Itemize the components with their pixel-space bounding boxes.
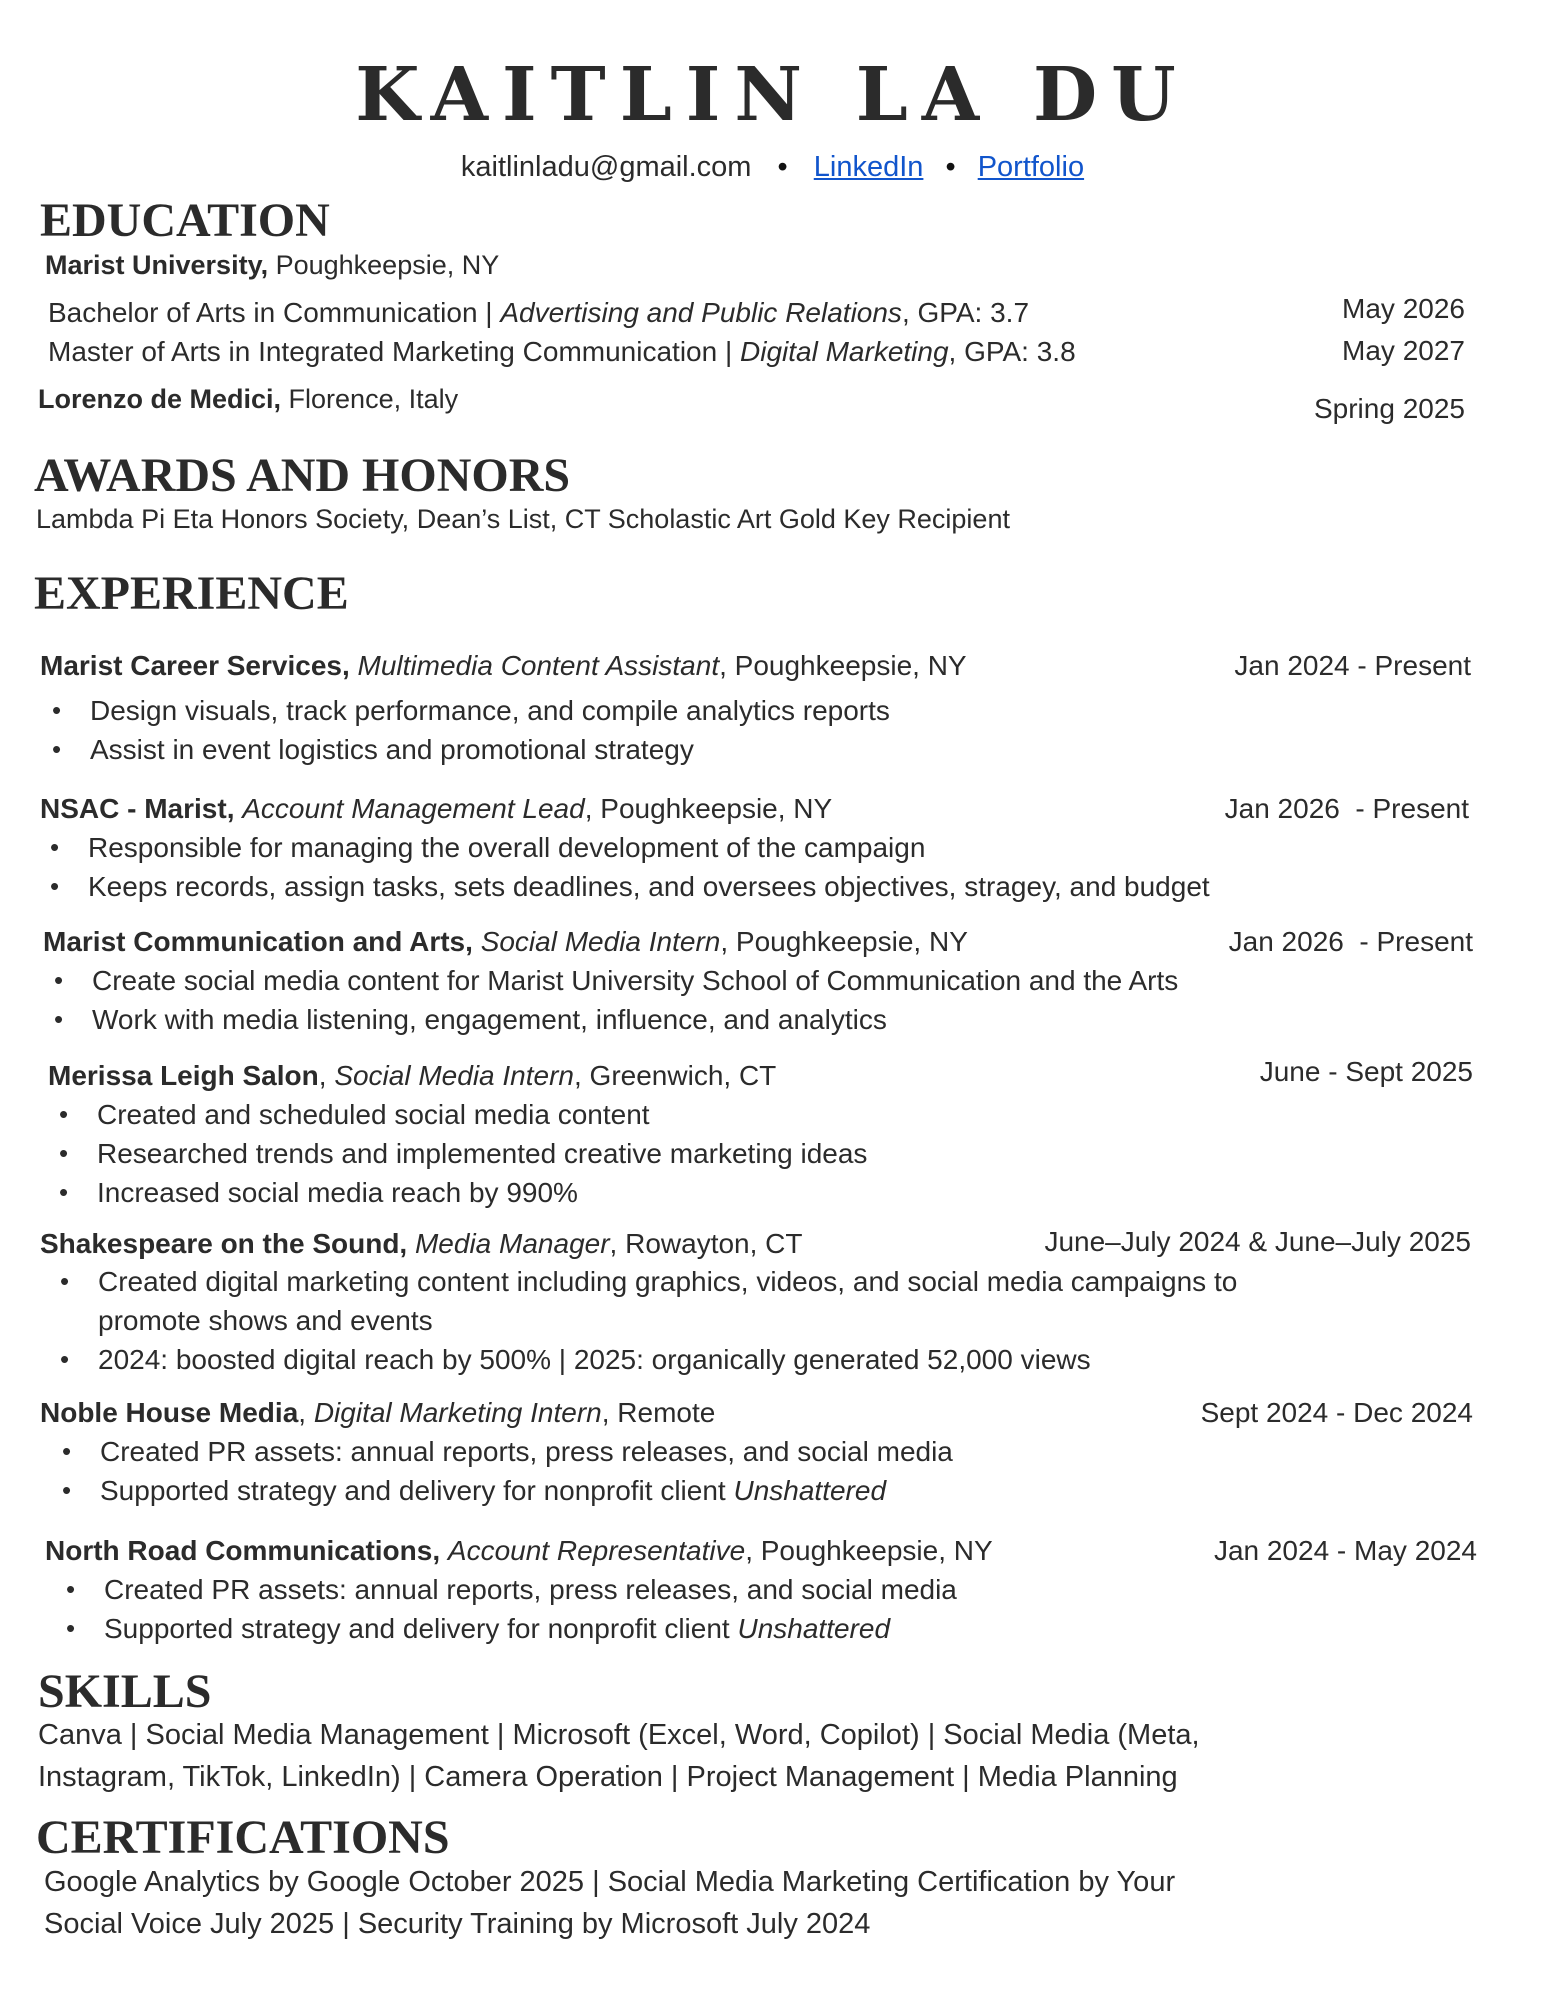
job-location: , Rowayton, CT [609,1228,803,1259]
client-name: Unshattered [733,1475,887,1506]
job-bullet: • Increased social media reach by 990% [97,1179,578,1207]
job-role: Multimedia Content Assistant [357,650,720,681]
job-org: Marist Communication and Arts, [43,926,473,957]
job-date: June–July 2024 & June–July 2025 [1044,1226,1471,1257]
experience-heading: EXPERIENCE [34,567,349,620]
job-org: NSAC - Marist, [40,793,235,824]
client-name: Unshattered [737,1613,891,1644]
job-title-line [43,928,968,956]
education-heading: EDUCATION [40,194,330,247]
job-role: Account Representative [447,1535,746,1566]
separator-dot: • [777,151,788,183]
job-date: Jan 2024 - Present [1234,650,1471,681]
degree-ma: Master of Arts in Integrated Marketing Communication | Digital Marketing, GPA: 3.8 [48,336,1076,367]
job-bullet: • Work with media listening, engagement, influence, and analytics [92,1006,887,1034]
degree-date: May 2027 [1342,335,1465,366]
job-bullet: • Responsible for managing the overall development of the campaign [88,834,925,862]
job-date: Jan 2024 - May 2024 [1213,1535,1477,1566]
job-date: Sept 2024 - Dec 2024 [1200,1397,1473,1428]
job-bullet: • Assist in event logistics and promotional strategy [90,736,694,764]
job-location: , Poughkeepsie, NY [584,793,833,824]
degree-date: May 2026 [1342,293,1465,324]
job-role: Media Manager [414,1228,610,1259]
job-bullet: • Supported strategy and delivery for nonprofit client Unshattered [104,1615,890,1643]
job-org: Merissa Leigh Salon [48,1060,319,1091]
job-bullet: • Design visuals, track performance, and compile analytics reports [90,697,890,725]
job-bullet: • 2024: boosted digital reach by 500% | 2025: organically generated 52,000 views [98,1346,1091,1374]
job-title-line [45,1537,993,1565]
job-bullet: • Supported strategy and delivery for nonprofit client Unshattered [100,1477,886,1505]
job-title-line: Noble House Media, Digital Marketing Intern, Remote [40,1397,716,1428]
job-date: Jan 2026 - Present [1224,793,1469,824]
job-title-line [40,652,967,680]
job-title-line: Merissa Leigh Salon, Social Media Intern, Greenwich, CT [48,1060,777,1091]
job-location: , Poughkeepsie, NY [720,926,968,957]
job-bullet-continued: promote shows and events [98,1305,433,1336]
skills-line: Instagram, TikTok, LinkedIn) | Camera Operation | Project Management | Media Planning [38,1761,1178,1793]
skills-heading: SKILLS [38,1665,212,1718]
separator-dot: • [945,151,956,183]
job-date: June - Sept 2025 [1259,1056,1473,1087]
job-bullet: • Created PR assets: annual reports, press releases, and social media [100,1438,953,1466]
job-location: , Poughkeepsie, NY [745,1535,993,1566]
school-name: Lorenzo de Medici, [38,384,282,414]
certifications-line: Social Voice July 2025 | Security Training by Microsoft July 2024 [44,1908,871,1940]
certifications-heading: CERTIFICATIONS [36,1811,450,1864]
job-role: Social Media Intern [334,1060,574,1091]
job-role: Social Media Intern [480,926,721,957]
study-abroad-date: Spring 2025 [1313,393,1465,424]
linkedin-link[interactable]: LinkedIn [813,151,924,183]
job-bullet: • Created PR assets: annual reports, press releases, and social media [104,1576,957,1604]
degree-concentration: Advertising and Public Relations [500,297,902,328]
school-location: Poughkeepsie, NY [268,250,500,280]
school-name: Marist University, [45,250,269,280]
skills-line: Canva | Social Media Management | Microsoft (Excel, Word, Copilot) | Social Media (Meta, [38,1719,1200,1751]
contact-line [0,153,1545,182]
degree-concentration: Digital Marketing [740,336,949,367]
job-title-line [40,1230,803,1258]
job-bullet: • Created and scheduled social media content [97,1101,650,1129]
portfolio-link[interactable]: Portfolio [977,151,1085,183]
email-text: kaitlinladu@gmail.com [460,151,752,183]
job-role: Account Management Lead [242,793,585,824]
degree-ba: Bachelor of Arts in Communication | Advertising and Public Relations, GPA: 3.7 [48,297,1030,328]
job-bullet: • Keeps records, assign tasks, sets deadlines, and oversees objectives, stragey, and budget [88,873,1210,901]
school-lorenzo [38,386,458,413]
job-date: Jan 2026 - Present [1228,926,1473,957]
job-title-line [40,795,832,823]
job-org: Shakespeare on the Sound, [40,1228,408,1259]
resume-name: KAITLIN LA DU [355,52,1190,138]
school-marist [45,252,499,279]
awards-heading: AWARDS AND HONORS [34,449,571,502]
job-role: Digital Marketing Intern [313,1397,602,1428]
awards-text: Lambda Pi Eta Honors Society, Dean’s List, CT Scholastic Art Gold Key Recipient [36,504,1010,534]
job-bullet: • Researched trends and implemented creative marketing ideas [97,1140,867,1168]
job-org: Marist Career Services, [40,650,350,681]
school-location: Florence, Italy [281,384,459,414]
job-location: , Greenwich, CT [574,1060,777,1091]
job-location: , Poughkeepsie, NY [719,650,967,681]
job-bullet: • Created digital marketing content including graphics, videos, and social media campaigns to [98,1268,1237,1296]
certifications-line: Google Analytics by Google October 2025 | Social Media Marketing Certification by Your [44,1866,1176,1898]
job-bullet: • Create social media content for Marist University School of Communication and the Arts [92,967,1178,995]
job-location: , Remote [601,1397,716,1428]
job-org: North Road Communications, [45,1535,441,1566]
job-org: Noble House Media [40,1397,299,1428]
